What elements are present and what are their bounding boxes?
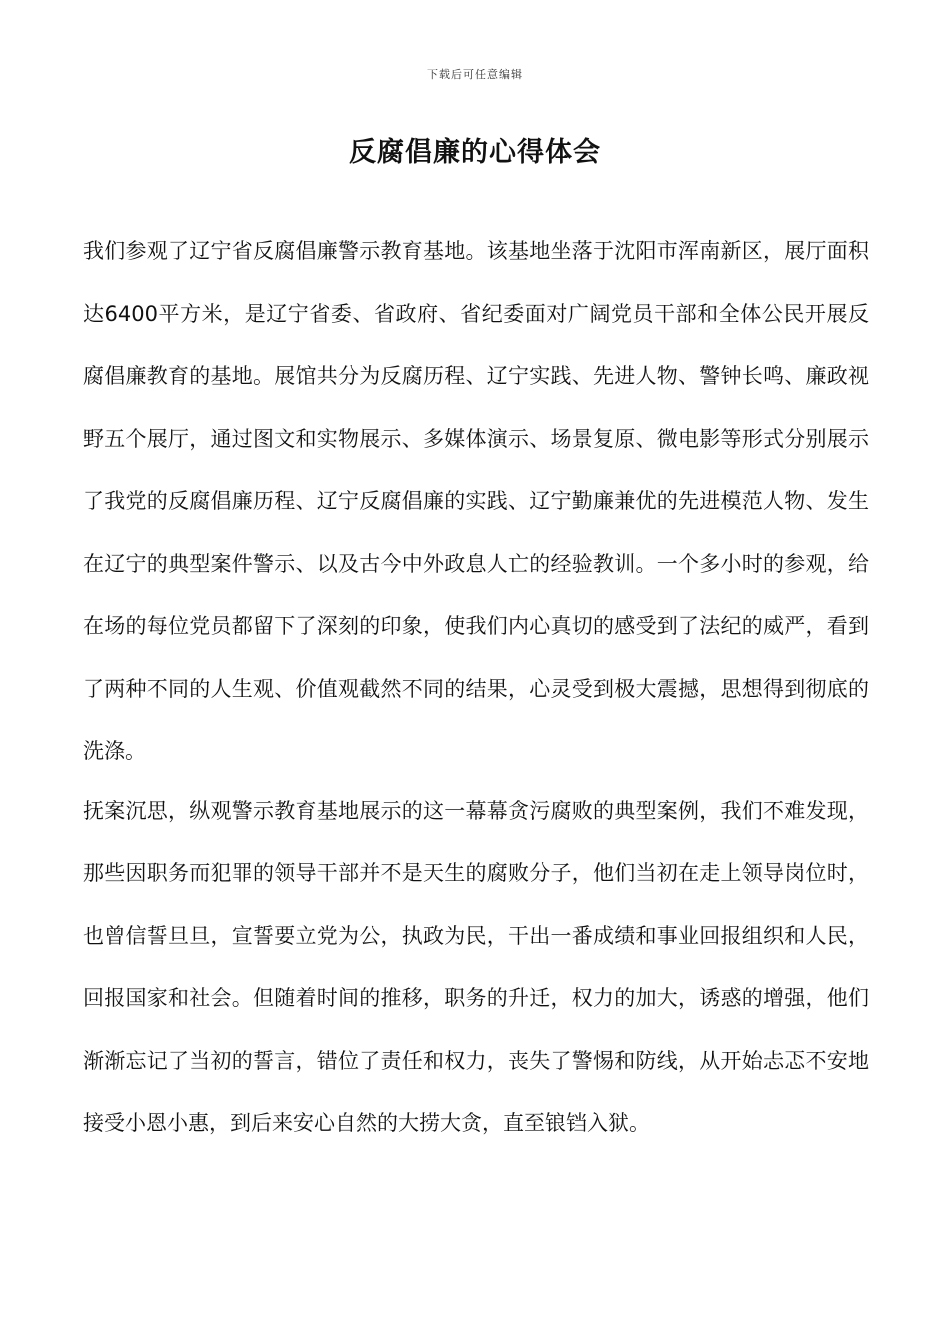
- document-body: [83, 220, 869, 1155]
- page-title: 反腐倡廉的心得体会: [349, 137, 601, 168]
- paragraph-2: 抚案沉思，纵观警示教育基地展示的这一幕幕贪污腐败的典型案例，我们不难发现，那些因职务而犯罪的领导干部并不是天生的腐败分子，他们当初在走上领导岗位时，也曾信誓旦旦，宣誓要立党为公，执政为民，干出一番成绩和事业回报组织和人民，回报国家和社会。但随着时间的推移，职务的升迁，权力的加大，诱惑的增强，他们渐渐忘记了当初的誓言，错位了责任和权力，丧失了警惕和防线，从开始忐忑不安地接受小恩小惠，到后来安心自然的大捞大贪，直至锒铛入狱。: [83, 798, 869, 1135]
- paragraph-1: 我们参观了辽宁省反腐倡廉警示教育基地。该基地坐落于沈阳市浑南新区，展厅面积达6400平方米，是辽宁省委、省政府、省纪委面对广阔党员干部和全体公民开展反腐倡廉教育的基地。展馆共分为反腐历程、辽宁实践、先进人物、警钟长鸣、廉政视野五个展厅，通过图文和实物展示、多媒体演示、场景复原、微电影等形式分别展示了我党的反腐倡廉历程、辽宁反腐倡廉的实践、辽宁勤廉兼优的先进模范人物、发生在辽宁的典型案件警示、以及古今中外政息人亡的经验教训。一个多小时的参观，给在场的每位党员都留下了深刻的印象，使我们内心真切的感受到了法纪的威严，看到了两种不同的人生观、价值观截然不同的结果，心灵受到极大震撼，思想得到彻底的洗涤。: [83, 239, 869, 763]
- header-note: 下载后可任意编辑: [427, 68, 523, 81]
